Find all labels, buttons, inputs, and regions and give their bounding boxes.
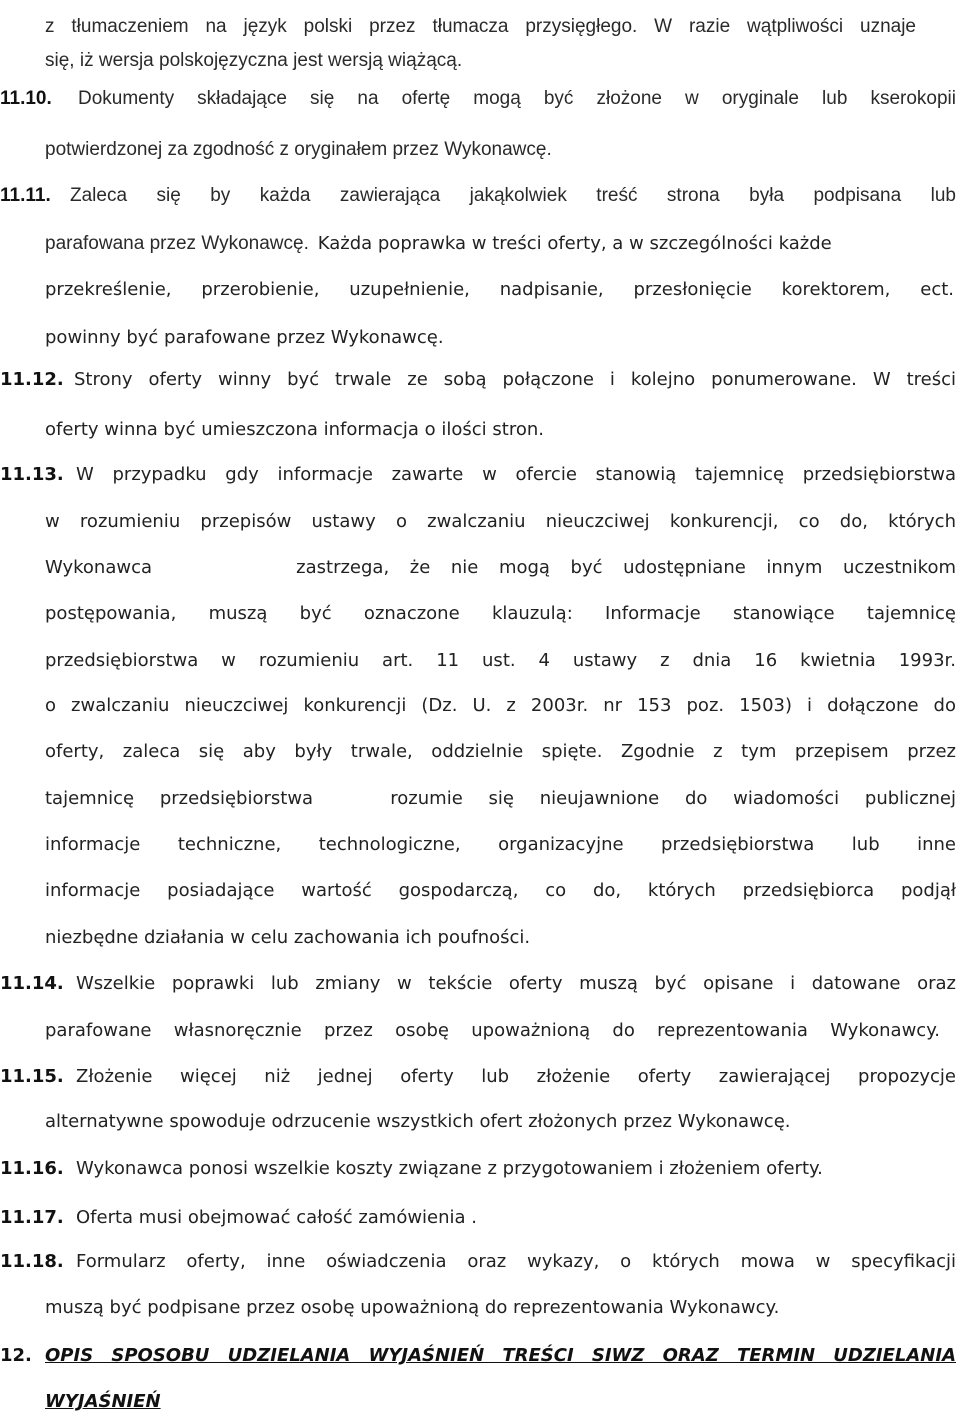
section-11-16: [0, 1151, 960, 1187]
section-heading: WYJAŚNIEŃ: [45, 1391, 161, 1412]
text-line: [0, 1290, 960, 1326]
section-number: 11.10.: [0, 88, 52, 109]
paragraph-text: powinny być parafowane przez Wykonawcę.: [45, 327, 444, 348]
section-11-14: [0, 966, 960, 1002]
text-line: [0, 132, 960, 168]
text-line: [0, 9, 960, 45]
section-number: 11.12.: [0, 369, 64, 390]
paragraph-text: informacje posiadające wartość gospodarczą, co do, których przedsiębiorca podjął: [45, 880, 956, 901]
section-number: 12.: [0, 1345, 32, 1366]
paragraph-text: tajemnicę przedsiębiorstwa rozumie się nieujawnione do wiadomości publicznej: [45, 788, 956, 809]
paragraph-text: Złożenie więcej niż jednej oferty lub złożenie oferty zawierającej propozycje: [76, 1066, 956, 1087]
paragraph-text: z tłumaczeniem na język polski przez tłumacza przysięgłego. W razie wątpliwości uznaje: [45, 16, 916, 37]
paragraph-text: postępowania, muszą być oznaczone klauzulą: Informacje stanowiące tajemnicę: [45, 603, 956, 624]
paragraph-text: oferty, zaleca się aby były trwale, oddzielnie spięte. Zgodnie z tym przepisem przez: [45, 741, 956, 762]
text-line: [0, 643, 960, 679]
paragraph-text: Wszelkie poprawki lub zmiany w tekście oferty muszą być opisane i datowane oraz: [76, 973, 956, 994]
paragraph-text: przedsiębiorstwa w rozumieniu art. 11 ust. 4 ustawy z dnia 16 kwietnia 1993r.: [45, 650, 956, 671]
text-line: [0, 1013, 960, 1049]
section-number: 11.18.: [0, 1251, 64, 1272]
text-line: [0, 272, 960, 308]
text-line: [0, 734, 960, 770]
text-line: [0, 827, 960, 863]
paragraph-text: przekreślenie, przerobienie, uzupełnienie, nadpisanie, przesłonięcie korektorem, ect.: [45, 279, 954, 300]
text-line: [0, 1104, 960, 1140]
section-number: 11.14.: [0, 973, 64, 994]
paragraph-text: w rozumieniu przepisów ustawy o zwalczaniu nieuczciwej konkurencji, co do, których: [45, 511, 956, 532]
text-line: [0, 226, 960, 262]
section-number: 11.11.: [0, 185, 51, 206]
text-line: [0, 781, 960, 817]
section-11-11: [0, 178, 960, 214]
paragraph-text: Oferta musi obejmować całość zamówienia .: [76, 1207, 478, 1228]
text-line: [0, 550, 960, 586]
section-number: 11.17.: [0, 1207, 64, 1228]
paragraph-text: o zwalczaniu nieuczciwej konkurencji (Dz. U. z 2003r. nr 153 poz. 1503) i dołączone do: [45, 695, 956, 716]
paragraph-text: W przypadku gdy informacje zawarte w ofercie stanowią tajemnicę przedsiębiorstwa: [76, 464, 956, 485]
paragraph-text: niezbędne działania w celu zachowania ich poufności.: [45, 927, 531, 948]
paragraph-text: Wykonawca ponosi wszelkie koszty związane z przygotowaniem i złożeniem oferty.: [76, 1158, 823, 1179]
paragraph-text: potwierdzonej za zgodność z oryginałem przez Wykonawcę.: [45, 139, 552, 160]
paragraph-text: informacje techniczne, technologiczne, organizacyjne przedsiębiorstwa lub inne: [45, 834, 956, 855]
text-line: [0, 504, 960, 540]
text-line: [0, 43, 960, 79]
paragraph-text: Zaleca się by każda zawierająca jakąkolwiek treść strona była podpisana lub: [70, 185, 956, 206]
paragraph-text: Dokumenty składające się na ofertę mogą być złożone w oryginale lub kserokopii: [78, 88, 956, 109]
text-line: [0, 873, 960, 909]
text-line: [0, 596, 960, 632]
paragraph-text: alternatywne spowoduje odrzucenie wszystkich ofert złożonych przez Wykonawcę.: [45, 1111, 791, 1132]
paragraph-text: Strony oferty winny być trwale ze sobą połączone i kolejno ponumerowane. W treści: [74, 369, 956, 390]
paragraph-text: się, iż wersja polskojęzyczna jest wersją wiążącą.: [45, 50, 463, 71]
paragraph-text: muszą być podpisane przez osobę upoważnioną do reprezentowania Wykonawcy.: [45, 1297, 780, 1318]
text-line: [0, 412, 960, 448]
text-line: [0, 688, 960, 724]
section-11-10: [0, 81, 960, 117]
paragraph-text: oferty winna być umieszczona informacja o ilości stron.: [45, 419, 544, 440]
section-11-15: [0, 1059, 960, 1095]
paragraph-text: parafowana przez Wykonawcę.: [45, 233, 309, 254]
section-11-18: [0, 1244, 960, 1280]
section-number: 11.15.: [0, 1066, 64, 1087]
section-11-13: [0, 457, 960, 493]
text-line: [0, 1384, 960, 1420]
text-line: [0, 920, 960, 956]
section-number: 11.13.: [0, 464, 64, 485]
paragraph-text: Formularz oferty, inne oświadczenia oraz wykazy, o których mowa w specyfikacji: [76, 1251, 956, 1272]
paragraph-text: Wykonawca zastrzega, że nie mogą być udostępniane innym uczestnikom: [45, 557, 956, 578]
paragraph-text: parafowane własnoręcznie przez osobę upoważnioną do reprezentowania Wykonawcy.: [45, 1020, 940, 1041]
text-line: [0, 320, 960, 356]
section-heading: OPIS SPOSOBU UDZIELANIA WYJAŚNIEŃ TREŚCI SIWZ ORAZ TERMIN UDZIELANIA: [45, 1345, 956, 1366]
paragraph-text: Każda poprawka w treści oferty, a w szczególności każde: [317, 233, 832, 254]
section-12: [0, 1338, 960, 1374]
section-11-12: [0, 362, 960, 398]
section-number: 11.16.: [0, 1158, 64, 1179]
section-11-17: [0, 1200, 960, 1236]
